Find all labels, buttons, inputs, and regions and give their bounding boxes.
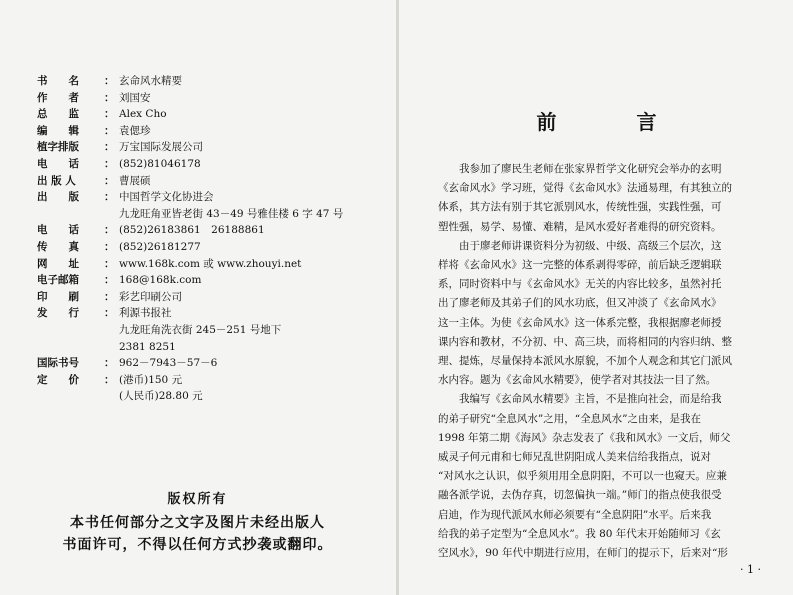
copyright-colon: ： [104, 373, 115, 386]
copyright-value: 中国哲学文化协进会 [119, 191, 214, 204]
copyright-value: 九龙旺角亚皆老街 43－49 号雅佳楼 6 字 47 号 [119, 207, 344, 220]
copyright-label: 出 版 人 [37, 174, 76, 187]
copyright-value: 168@168k.com [119, 274, 202, 287]
rights-title: 版权所有 [167, 492, 228, 507]
copyright-label: 印 刷 [37, 290, 79, 303]
preface-text-line: “对风水之认识，似乎须用用全息阴阳，不可以一也窥天。应兼 [438, 470, 727, 483]
copyright-colon: ： [104, 307, 115, 320]
preface-text-line: 水内容。题为《玄命风水精要》，使学者对其技法一目了然。 [438, 374, 717, 387]
copyright-label: 网 址 [37, 257, 79, 270]
preface-text-line: 这一主体。为使《玄命风水》这一体系完整，我根据廖老师授 [438, 316, 722, 329]
preface-text-line: 理、提炼，尽量保持本派风水原貌，不加个人观念和其它门派风 [438, 355, 732, 367]
copyright-label: 电子邮箱 [37, 274, 79, 287]
copyright-value: www.168k.com 或 www.zhouyi.net [119, 257, 302, 270]
preface-text-line: 体系，其方法有别于其它派别风水，传统性强，实践性强，可 [438, 201, 722, 214]
copyright-label: 植字排版 [37, 141, 79, 154]
copyright-colon: ： [104, 290, 115, 303]
page-number: · 1 · [740, 563, 761, 576]
copyright-label: 出 版 [37, 191, 79, 204]
copyright-label: 发 行 [37, 307, 79, 320]
preface-text-line: 1998 年第二期《海风》杂志发表了《我和风水》一文后，师父 [438, 431, 731, 444]
copyright-label: 电 话 [37, 158, 79, 170]
copyright-colon: ： [104, 241, 115, 253]
copyright-colon: ： [104, 357, 115, 370]
preface-text-line: 我编写《玄命风水精要》主旨，不是推向社会，而是给我 [438, 393, 722, 406]
preface-text-line: 空风水》，90 年代中期进行应用，在师门的提示下，后来对“形 [438, 547, 728, 559]
copyright-value: 刘国安 [119, 91, 151, 104]
preface-text-line: 给我的弟子定型为“全息风水”。我 80 年代末开始随师习《玄 [438, 527, 721, 540]
preface-title: 前 言 [536, 110, 687, 134]
copyright-colon: ： [104, 191, 115, 204]
book-spine [396, 0, 399, 595]
copyright-colon: ： [104, 257, 115, 270]
preface-text-line: 由于廖老师讲课资料分为初级、中级、高级三个层次，这 [438, 239, 722, 252]
preface-text-line: 我参加了廖民生老师在张家界哲学文化研究会举办的玄明 [438, 163, 722, 175]
copyright-label: 电 话 [37, 224, 79, 237]
preface-text-line: 融各派学说，去伪存真，切忽偏执一端。”师门的指点使我很受 [438, 489, 722, 502]
copyright-label: 作 者 [37, 91, 79, 104]
copyright-colon: ： [104, 141, 115, 154]
copyright-value: Alex Cho [119, 108, 167, 121]
preface-text-line: 《玄命风水》学习班，觉得《玄命风水》法通易理，有其独立的 [438, 182, 732, 195]
copyright-colon: ： [104, 224, 115, 237]
rights-notice-line: 书面许可，不得以任何方式抄袭或翻印。 [62, 537, 333, 553]
copyright-value: 利源书报社 [119, 307, 172, 320]
preface-text-line: 启迪，作为现代派风水师必须要有“全息阴阳”水平。后来我 [438, 508, 712, 521]
copyright-colon: ： [104, 274, 115, 287]
preface-page [400, 0, 793, 595]
copyright-value: (852)81046178 [119, 158, 201, 170]
preface-text-line: 威灵子何元甫和七师兄乱世阴阳成人美来信给我指点，说对 [438, 451, 711, 463]
copyright-page [0, 0, 395, 595]
preface-text-line: 系，同时资料中与《玄命风水》无关的内容比较多，虽然衬托 [438, 278, 722, 291]
copyright-colon: ： [104, 108, 115, 121]
copyright-value: 九龙旺角洗衣街 245－251 号地下 [119, 324, 282, 336]
copyright-value: 袁偲珍 [119, 124, 151, 137]
preface-text-line: 出了廖老师及其弟子们的风水功底，但又冲淡了《玄命风水》 [438, 297, 722, 310]
copyright-value: 玄命风水精要 [119, 75, 182, 87]
rights-notice-line: 本书任何部分之文字及图片未经出版人 [70, 515, 325, 531]
preface-text-line: 的弟子研究“全息风水”之用，“全息风水”之由来，是我在 [438, 412, 701, 425]
copyright-value: (852)26183861 26188861 [119, 224, 265, 237]
preface-text-line: 塑性强，易学、易懂、难精，是风水爱好者难得的研究资料。 [438, 220, 722, 233]
copyright-label: 传 真 [37, 241, 79, 253]
copyright-value: 万宝国际发展公司 [119, 141, 203, 154]
copyright-label: 总 监 [37, 108, 79, 121]
copyright-label: 书 名 [37, 75, 79, 87]
preface-text-line: 样将《玄命风水》这一完整的体系剥得零碎，前后缺乏逻辑联 [438, 259, 722, 271]
copyright-colon: ： [104, 91, 115, 104]
copyright-value: (人民币)28.80 元 [119, 390, 203, 403]
copyright-colon: ： [104, 174, 115, 187]
copyright-label: 国际书号 [37, 357, 79, 370]
copyright-label: 编 辑 [37, 124, 79, 137]
copyright-colon: ： [104, 75, 115, 87]
copyright-value: (港币)150 元 [119, 373, 183, 386]
copyright-value: 962－7943－57－6 [119, 357, 218, 370]
preface-text-line: 课内容和教材，不分初、中、高三块，而将相同的内容归纳、整 [438, 335, 732, 348]
copyright-value: 2381 8251 [119, 340, 176, 353]
copyright-value: (852)26181277 [119, 241, 201, 253]
copyright-value: 曹展硕 [119, 174, 151, 187]
copyright-colon: ： [104, 124, 115, 137]
copyright-value: 彩艺印刷公司 [119, 290, 182, 303]
copyright-label: 定 价 [37, 373, 79, 386]
copyright-colon: ： [104, 158, 115, 170]
